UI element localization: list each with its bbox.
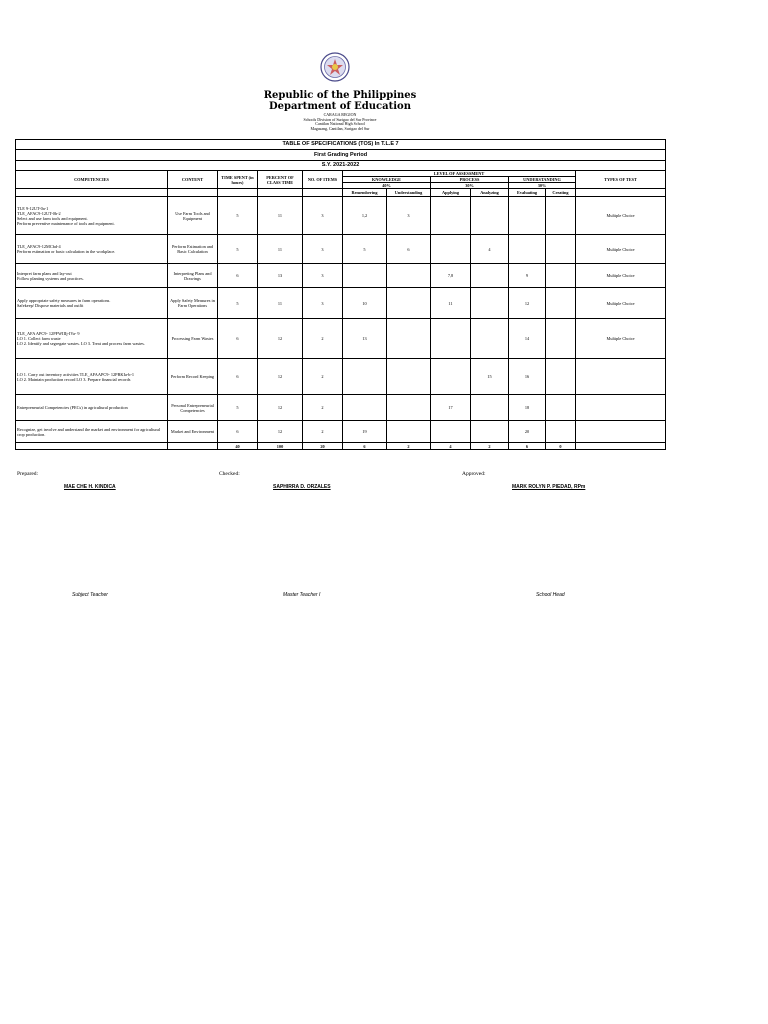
cell-applying — [431, 197, 471, 235]
sub-applying: Applying — [431, 189, 471, 197]
sub-analyzing: Analyzing — [471, 189, 509, 197]
approved-role: School Head — [536, 592, 565, 598]
table-row — [16, 319, 666, 359]
col-process: PROCESS — [431, 177, 509, 183]
cell-items: 2 — [303, 421, 343, 443]
cell-creating — [546, 421, 576, 443]
cell-percent: 11 — [258, 288, 303, 319]
cell-competency: TLE_AFA APC9- 12PFWIIIj-IVa- 9 LO 1. Collect farm waste LO 2. Identify and segregate wastes. LO 3. Treat and process farm wastes. — [16, 319, 168, 359]
cell-evaluating — [509, 197, 546, 235]
sub-evaluating: Evaluating — [509, 189, 546, 197]
cell-percent: 12 — [258, 319, 303, 359]
total-creating: 0 — [546, 443, 576, 450]
cell-creating — [546, 359, 576, 395]
cell-evaluating: 14 — [509, 319, 546, 359]
approved-name: MARK ROLYN P. PIEDAD, RPm — [512, 484, 586, 490]
cell-analyzing — [471, 264, 509, 288]
total-remembering: 6 — [343, 443, 387, 450]
cell-evaluating: 9 — [509, 264, 546, 288]
cell-content: Interpreting Plans and Drawings — [168, 264, 218, 288]
cell-competency: TLE_AFAC9-12MCbd-4 Perform estimation or basic calculation in the workplace. — [16, 235, 168, 264]
cell-competency: Recognize, get involve and understand the market and environment for agricultural crop production. — [16, 421, 168, 443]
checked-label: Checked: — [219, 471, 240, 477]
cell-type-of-test: Multiple Choice — [576, 319, 666, 359]
cell-content: Personal Entrepreneurial Competencies — [168, 395, 218, 421]
cell-applying — [431, 235, 471, 264]
col-competencies: COMPETENCIES — [16, 171, 168, 189]
checked-role: Master Teacher I — [283, 592, 321, 598]
cell-content: Use Farm Tools and Equipment — [168, 197, 218, 235]
cell-percent: 12 — [258, 421, 303, 443]
cell-competency: Interpret farm plans and lay-out Follow planting systems and practices. — [16, 264, 168, 288]
cell-understanding — [387, 421, 431, 443]
table-row — [16, 421, 666, 443]
cell-type-of-test: Multiple Choice — [576, 235, 666, 264]
cell-content: Market and Environment — [168, 421, 218, 443]
col-understanding: UNDERSTANDING — [509, 177, 576, 183]
cell-remembering: 10 — [343, 288, 387, 319]
table-row — [16, 288, 666, 319]
cell-competency: TLE 9-12UT-0a-1 TLE_AFAC9-12UT-0b-2 Select and use farm tools and equipment. Perform preventive maintenance of tools and equipment. — [16, 197, 168, 235]
cell-creating — [546, 395, 576, 421]
cell-content: Processing Farm Wastes — [168, 319, 218, 359]
col-content: CONTENT — [168, 171, 218, 189]
cell-applying: 7,8 — [431, 264, 471, 288]
cell-remembering: 19 — [343, 421, 387, 443]
cell-remembering: 13 — [343, 319, 387, 359]
cell-understanding — [387, 319, 431, 359]
cell-understanding: 3 — [387, 197, 431, 235]
cell-creating — [546, 197, 576, 235]
cell-applying — [431, 319, 471, 359]
cell-time-spent: 6 — [218, 421, 258, 443]
cell-time-spent: 5 — [218, 288, 258, 319]
prepared-label: Prepared: — [17, 471, 39, 477]
col-percent-class-time: PERCENT OF CLASS TIME — [258, 171, 303, 189]
cell-items: 3 — [303, 235, 343, 264]
cell-time-spent: 5 — [218, 395, 258, 421]
header-division: Schools Division of Surigao del Sur Province — [303, 116, 377, 122]
table-row — [16, 197, 666, 235]
table-title: TABLE OF SPECIFICATIONS (TOS) In T.L.E 7 — [16, 140, 666, 150]
knowledge-percent: 40% — [343, 183, 431, 189]
header-department: Department of Education — [269, 101, 411, 112]
cell-evaluating: 16 — [509, 359, 546, 395]
cell-analyzing: 4 — [471, 235, 509, 264]
blank-cell — [218, 189, 258, 197]
cell-analyzing — [471, 421, 509, 443]
total-evaluating: 6 — [509, 443, 546, 450]
header-republic: Republic of the Philippines — [263, 90, 417, 101]
cell-competency: Apply appropriate safety measures in farm operations. Safekeep/ Dispose materials and outfit — [16, 288, 168, 319]
blank-cell — [168, 443, 218, 450]
cell-items: 3 — [303, 264, 343, 288]
cell-evaluating — [509, 235, 546, 264]
total-percent: 100 — [258, 443, 303, 450]
cell-applying: 11 — [431, 288, 471, 319]
cell-items: 2 — [303, 395, 343, 421]
cell-percent: 11 — [258, 197, 303, 235]
col-time-spent: TIME SPENT (in hours) — [218, 171, 258, 189]
approved-label: Approved: — [462, 471, 486, 477]
cell-competency: Entrepreneurial Competencies (PECs) in agricultural production — [16, 395, 168, 421]
blank-cell — [303, 189, 343, 197]
cell-understanding — [387, 395, 431, 421]
header-school: Cantilan National High School — [315, 121, 365, 126]
blank-cell — [16, 443, 168, 450]
cell-content: Apply Safety Measures in Farm Operations — [168, 288, 218, 319]
table-row — [16, 235, 666, 264]
cell-creating — [546, 319, 576, 359]
deped-seal-icon — [320, 52, 350, 82]
cell-percent: 11 — [258, 235, 303, 264]
school-year: S.Y. 2021-2022 — [16, 161, 666, 171]
col-no-of-items: NO. OF ITEMS — [303, 171, 343, 189]
cell-understanding — [387, 359, 431, 395]
cell-competency: LO 1. Carry out inventory activities TLE_AFAAPC9- 12PRKIa-b-1 LO 2. Maintain production record LO 3. Prepare financial records — [16, 359, 168, 395]
cell-creating — [546, 235, 576, 264]
cell-items: 2 — [303, 319, 343, 359]
cell-items: 2 — [303, 359, 343, 395]
header-region: CARAGA REGION — [323, 112, 357, 117]
blank-cell — [258, 189, 303, 197]
cell-analyzing — [471, 319, 509, 359]
grading-period: First Grading Period — [16, 150, 666, 161]
cell-understanding — [387, 288, 431, 319]
cell-content: Perform Estimation and Basic Calculation — [168, 235, 218, 264]
cell-understanding: 6 — [387, 235, 431, 264]
cell-applying: 17 — [431, 395, 471, 421]
cell-analyzing: 15 — [471, 359, 509, 395]
checked-name: SAPHIRRA D. ORZALES — [273, 484, 331, 490]
cell-remembering — [343, 264, 387, 288]
table-row — [16, 264, 666, 288]
cell-time-spent: 6 — [218, 319, 258, 359]
understanding-percent: 30% — [509, 183, 576, 189]
table-row — [16, 359, 666, 395]
cell-content: Perform Record Keeping — [168, 359, 218, 395]
total-understanding: 2 — [387, 443, 431, 450]
col-types-of-test: TYPES OF TEST — [576, 171, 666, 189]
cell-understanding — [387, 264, 431, 288]
cell-time-spent: 6 — [218, 359, 258, 395]
blank-cell — [16, 189, 168, 197]
total-items: 20 — [303, 443, 343, 450]
cell-creating — [546, 264, 576, 288]
sub-remembering: Remembering — [343, 189, 387, 197]
prepared-name: MAE CHE H. KINDICA — [64, 484, 116, 490]
cell-time-spent: 5 — [218, 197, 258, 235]
table-row — [16, 395, 666, 421]
cell-items: 3 — [303, 288, 343, 319]
prepared-role: Subject Teacher — [72, 592, 108, 598]
col-level-of-assessment: LEVEL OF ASSESSMENT — [343, 171, 576, 177]
cell-evaluating: 20 — [509, 421, 546, 443]
cell-type-of-test: Multiple Choice — [576, 197, 666, 235]
cell-remembering — [343, 359, 387, 395]
cell-applying — [431, 359, 471, 395]
cell-remembering: 5 — [343, 235, 387, 264]
cell-evaluating: 12 — [509, 288, 546, 319]
cell-evaluating: 18 — [509, 395, 546, 421]
cell-type-of-test — [576, 359, 666, 395]
tos-table — [15, 139, 666, 450]
blank-cell — [168, 189, 218, 197]
cell-type-of-test: Multiple Choice — [576, 264, 666, 288]
process-percent: 30% — [431, 183, 509, 189]
cell-time-spent: 6 — [218, 264, 258, 288]
total-applying: 4 — [431, 443, 471, 450]
cell-percent: 13 — [258, 264, 303, 288]
cell-remembering — [343, 395, 387, 421]
cell-analyzing — [471, 395, 509, 421]
cell-items: 3 — [303, 197, 343, 235]
sub-creating: Creating — [546, 189, 576, 197]
cell-type-of-test: Multiple Choice — [576, 288, 666, 319]
cell-type-of-test — [576, 395, 666, 421]
cell-remembering: 1,2 — [343, 197, 387, 235]
cell-analyzing — [471, 288, 509, 319]
total-time: 40 — [218, 443, 258, 450]
total-analyzing: 2 — [471, 443, 509, 450]
cell-percent: 12 — [258, 359, 303, 395]
cell-time-spent: 5 — [218, 235, 258, 264]
cell-creating — [546, 288, 576, 319]
cell-type-of-test — [576, 421, 666, 443]
cell-percent: 12 — [258, 395, 303, 421]
sub-understanding: Understanding — [387, 189, 431, 197]
blank-cell — [576, 189, 666, 197]
blank-cell — [576, 443, 666, 450]
cell-applying — [431, 421, 471, 443]
col-knowledge: KNOWLEDGE — [343, 177, 431, 183]
cell-analyzing — [471, 197, 509, 235]
header-address: Magasang, Cantilan, Surigao del Sur — [310, 125, 370, 131]
